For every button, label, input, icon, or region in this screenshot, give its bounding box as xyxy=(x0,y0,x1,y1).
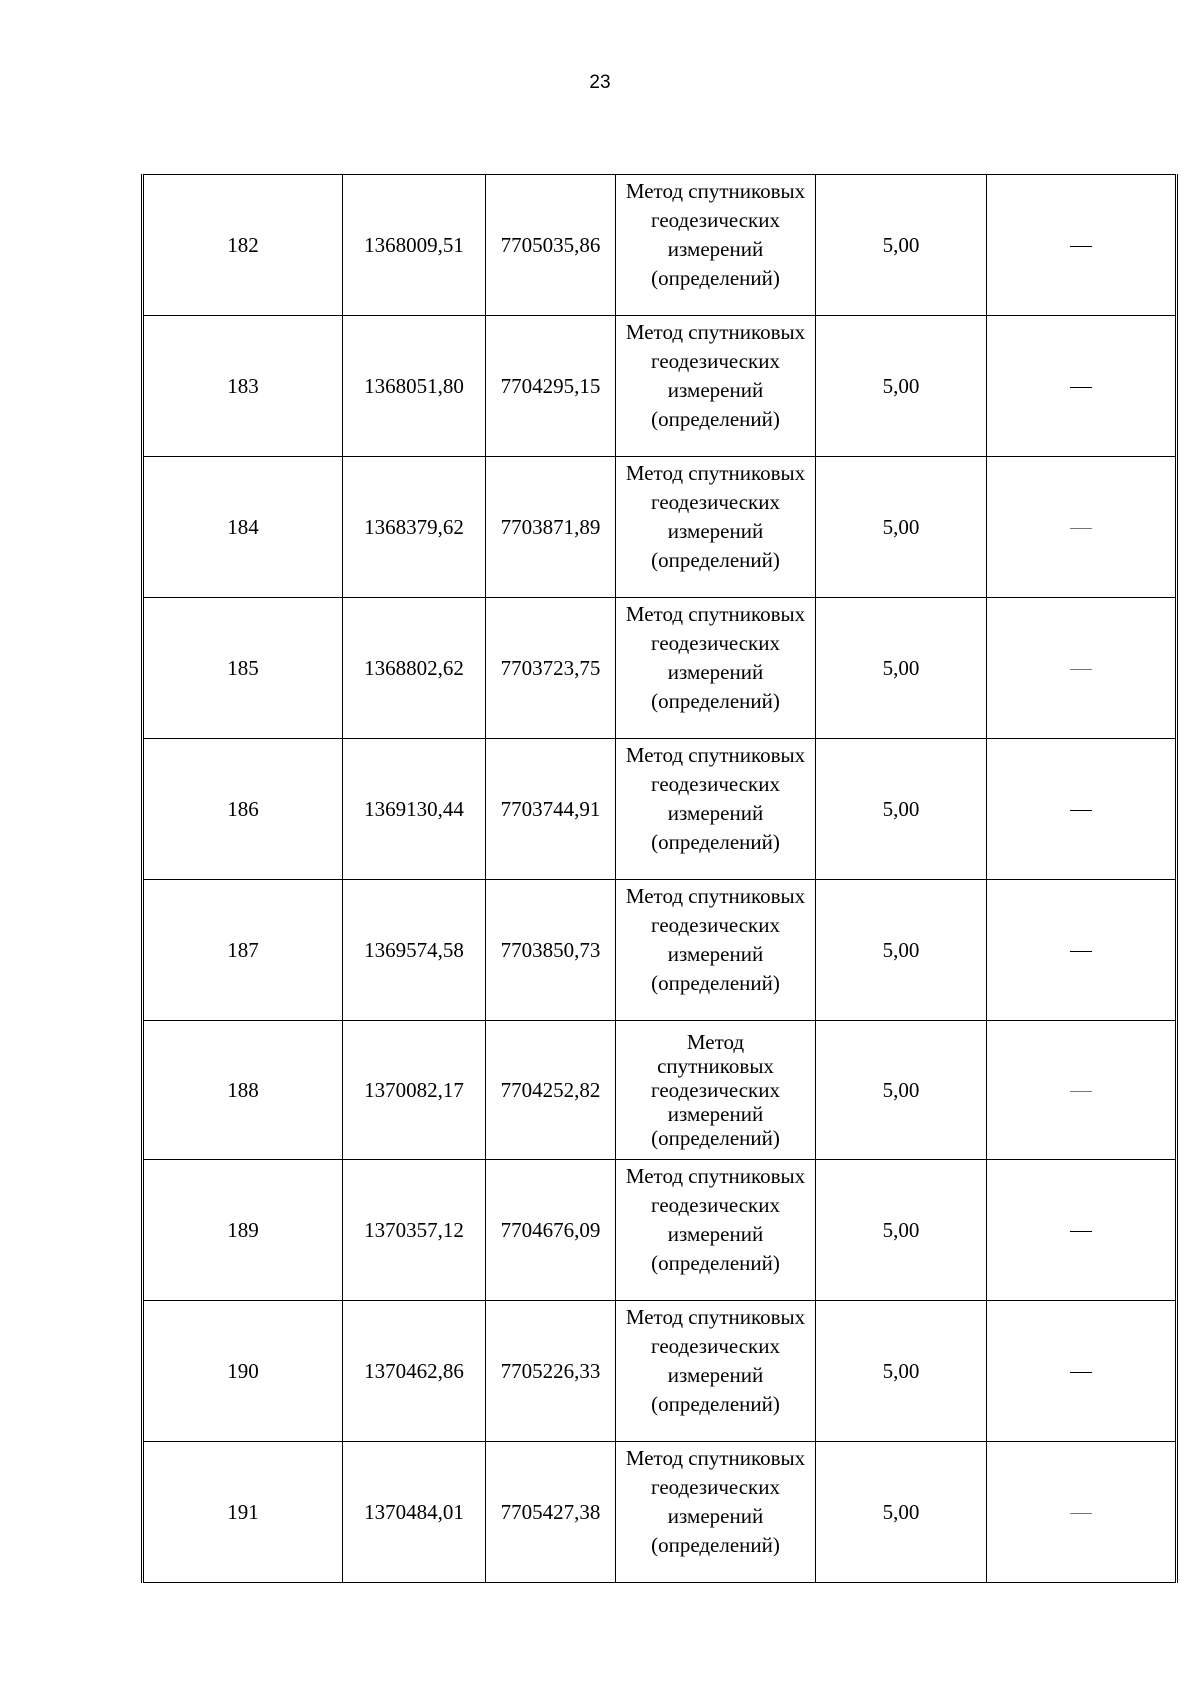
method-line: (определений) xyxy=(651,1126,780,1150)
x-coordinate-cell: 1368009,51 xyxy=(343,175,486,316)
method-line: геодезических xyxy=(650,1334,780,1358)
dash-mark xyxy=(1070,810,1092,811)
method-cell xyxy=(616,316,816,457)
method-line: геодезических xyxy=(650,208,780,232)
method-line: Метод xyxy=(686,1030,745,1054)
method-line: Метод спутниковых xyxy=(625,179,806,203)
table-row xyxy=(143,1021,1177,1160)
point-number-cell: 189 xyxy=(143,1160,343,1301)
method-line: измерений xyxy=(667,801,764,825)
note-cell xyxy=(987,1301,1177,1442)
method-line: (определений) xyxy=(651,407,780,431)
dash-mark xyxy=(1070,1091,1092,1092)
accuracy-cell: 5,00 xyxy=(816,175,987,316)
y-coordinate-cell: 7704676,09 xyxy=(486,1160,616,1301)
y-coordinate-cell: 7704252,82 xyxy=(486,1021,616,1160)
method-line: измерений xyxy=(667,378,764,402)
method-line: (определений) xyxy=(651,266,780,290)
x-coordinate-cell: 1369130,44 xyxy=(343,739,486,880)
method-cell xyxy=(616,457,816,598)
method-line: (определений) xyxy=(651,548,780,572)
point-number-cell: 190 xyxy=(143,1301,343,1442)
method-line: (определений) xyxy=(651,1251,780,1275)
table-row xyxy=(143,457,1177,598)
y-coordinate-cell: 7704295,15 xyxy=(486,316,616,457)
x-coordinate-cell: 1369574,58 xyxy=(343,880,486,1021)
method-line: геодезических xyxy=(650,772,780,796)
method-line: геодезических xyxy=(650,1475,780,1499)
coordinates-table-wrapper xyxy=(141,174,1175,1583)
method-line: геодезических xyxy=(650,1193,780,1217)
dash-mark xyxy=(1070,1513,1092,1514)
note-cell xyxy=(987,316,1177,457)
note-cell xyxy=(987,739,1177,880)
x-coordinate-cell: 1370357,12 xyxy=(343,1160,486,1301)
accuracy-cell: 5,00 xyxy=(816,739,987,880)
method-line: (определений) xyxy=(651,689,780,713)
point-number-cell: 186 xyxy=(143,739,343,880)
accuracy-cell: 5,00 xyxy=(816,598,987,739)
accuracy-cell: 5,00 xyxy=(816,1160,987,1301)
method-cell xyxy=(616,598,816,739)
dash-mark xyxy=(1070,1372,1092,1373)
table-row xyxy=(143,739,1177,880)
table-row xyxy=(143,1442,1177,1583)
coordinates-table xyxy=(141,174,1178,1583)
y-coordinate-cell: 7703871,89 xyxy=(486,457,616,598)
method-line: (определений) xyxy=(651,1392,780,1416)
x-coordinate-cell: 1368051,80 xyxy=(343,316,486,457)
point-number-cell: 188 xyxy=(143,1021,343,1160)
method-cell xyxy=(616,880,816,1021)
point-number-cell: 182 xyxy=(143,175,343,316)
x-coordinate-cell: 1370462,86 xyxy=(343,1301,486,1442)
x-coordinate-cell: 1368379,62 xyxy=(343,457,486,598)
dash-mark xyxy=(1070,246,1092,247)
dash-mark xyxy=(1070,1231,1092,1232)
method-line: измерений xyxy=(667,1363,764,1387)
accuracy-cell: 5,00 xyxy=(816,1442,987,1583)
method-cell xyxy=(616,1021,816,1160)
method-line: (определений) xyxy=(651,971,780,995)
dash-mark xyxy=(1070,951,1092,952)
note-cell xyxy=(987,457,1177,598)
dash-mark xyxy=(1070,669,1092,670)
method-line: геодезических xyxy=(650,1078,780,1102)
note-cell xyxy=(987,1021,1177,1160)
accuracy-cell: 5,00 xyxy=(816,316,987,457)
y-coordinate-cell: 7705035,86 xyxy=(486,175,616,316)
x-coordinate-cell: 1370082,17 xyxy=(343,1021,486,1160)
method-line: Метод спутниковых xyxy=(625,320,806,344)
method-line: измерений xyxy=(667,237,764,261)
method-line: геодезических xyxy=(650,631,780,655)
method-cell xyxy=(616,1160,816,1301)
note-cell xyxy=(987,880,1177,1021)
y-coordinate-cell: 7703850,73 xyxy=(486,880,616,1021)
table-body xyxy=(143,175,1177,1583)
accuracy-cell: 5,00 xyxy=(816,1301,987,1442)
accuracy-cell: 5,00 xyxy=(816,1021,987,1160)
method-line: измерений xyxy=(667,1504,764,1528)
table-row xyxy=(143,175,1177,316)
y-coordinate-cell: 7705226,33 xyxy=(486,1301,616,1442)
table-row xyxy=(143,880,1177,1021)
note-cell xyxy=(987,175,1177,316)
dash-mark xyxy=(1070,387,1092,388)
point-number-cell: 191 xyxy=(143,1442,343,1583)
page-number: 23 xyxy=(589,72,611,93)
point-number-cell: 187 xyxy=(143,880,343,1021)
method-line: Метод спутниковых xyxy=(625,1446,806,1470)
note-cell xyxy=(987,1160,1177,1301)
method-line: геодезических xyxy=(650,490,780,514)
method-line: измерений xyxy=(667,1102,764,1126)
method-line: (определений) xyxy=(651,830,780,854)
x-coordinate-cell: 1370484,01 xyxy=(343,1442,486,1583)
method-cell xyxy=(616,1301,816,1442)
method-line: Метод спутниковых xyxy=(625,602,806,626)
method-line: геодезических xyxy=(650,349,780,373)
method-line: спутниковых xyxy=(657,1054,774,1078)
method-cell xyxy=(616,739,816,880)
x-coordinate-cell: 1368802,62 xyxy=(343,598,486,739)
table-row xyxy=(143,598,1177,739)
method-line: Метод спутниковых xyxy=(625,743,806,767)
y-coordinate-cell: 7705427,38 xyxy=(486,1442,616,1583)
method-line: измерений xyxy=(667,660,764,684)
note-cell xyxy=(987,598,1177,739)
method-line: Метод спутниковых xyxy=(625,461,806,485)
note-cell xyxy=(987,1442,1177,1583)
table-row xyxy=(143,1160,1177,1301)
point-number-cell: 184 xyxy=(143,457,343,598)
dash-mark xyxy=(1070,528,1092,529)
y-coordinate-cell: 7703723,75 xyxy=(486,598,616,739)
method-line: (определений) xyxy=(651,1533,780,1557)
point-number-cell: 183 xyxy=(143,316,343,457)
method-cell xyxy=(616,1442,816,1583)
accuracy-cell: 5,00 xyxy=(816,457,987,598)
method-cell xyxy=(616,175,816,316)
method-line: геодезических xyxy=(650,913,780,937)
accuracy-cell: 5,00 xyxy=(816,880,987,1021)
method-line: Метод спутниковых xyxy=(625,1305,806,1329)
point-number-cell: 185 xyxy=(143,598,343,739)
method-line: Метод спутниковых xyxy=(625,1164,806,1188)
table-row xyxy=(143,1301,1177,1442)
method-line: Метод спутниковых xyxy=(625,884,806,908)
method-line: измерений xyxy=(667,942,764,966)
method-line: измерений xyxy=(667,1222,764,1246)
y-coordinate-cell: 7703744,91 xyxy=(486,739,616,880)
method-line: измерений xyxy=(667,519,764,543)
table-row xyxy=(143,316,1177,457)
